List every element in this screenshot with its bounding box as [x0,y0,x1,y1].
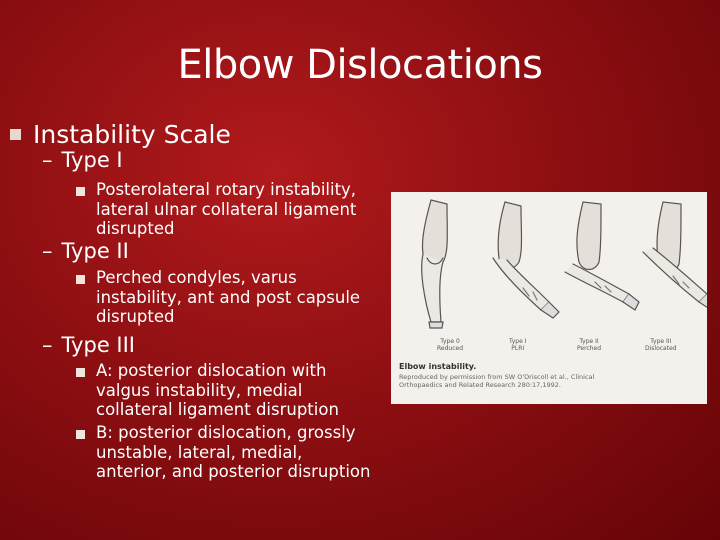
type-i-item [42,148,123,172]
figure-caption-body: Reproduced by permission from SW O'Driscoll et al., Clinical Orthopaedics and Related Research 280:17,1992. [399,373,595,389]
stage-label-0: Type 0 Reduced [437,338,464,352]
type-i-label: Type I [61,148,123,172]
elbow-stage-1-drawing [493,202,559,318]
elbow-instability-figure [391,192,707,404]
type-iii-item [42,333,135,357]
type-ii-detail-text: Perched condyles, varus instability, ant and post capsule disrupted [96,268,361,326]
bullet-heading: Instability Scale [33,120,231,149]
small-square-bullet-icon [76,368,85,377]
type-i-detail [76,180,376,239]
type-i-detail-text: Posterolateral rotary instability, lateral ulnar collateral ligament disrupted [96,180,357,238]
small-square-bullet-icon [76,430,85,439]
small-square-bullet-icon [76,187,85,196]
slide-title: Elbow Dislocations [177,42,543,88]
elbow-stage-2-drawing [565,202,639,310]
figure-caption-title: Elbow instability. [399,362,477,371]
dash-icon: – [42,333,53,357]
dash-icon: – [42,148,53,172]
elbow-stage-0-drawing [422,200,448,328]
type-ii-item [42,239,129,263]
stage-label-2: Type II Perched [577,338,602,352]
type-iii-detail-b [76,423,376,482]
type-iii-detail-a [76,361,376,420]
stage-label-1: Type I PLRI [509,338,527,352]
square-bullet-icon [10,129,21,140]
elbow-stage-3-drawing [643,202,707,310]
dash-icon: – [42,239,53,263]
type-iii-label: Type III [61,333,135,357]
stage-label-3: Type III Dislocated [645,338,677,352]
type-iii-detail-a-text: A: posterior dislocation with valgus instability, medial collateral ligament disruption [96,361,339,419]
bullet-instability-scale [10,120,231,149]
type-iii-detail-b-text: B: posterior dislocation, grossly unstable, lateral, medial, anterior, and posterior disruption [96,423,371,481]
type-ii-label: Type II [61,239,129,263]
small-square-bullet-icon [76,275,85,284]
type-ii-detail [76,268,376,327]
